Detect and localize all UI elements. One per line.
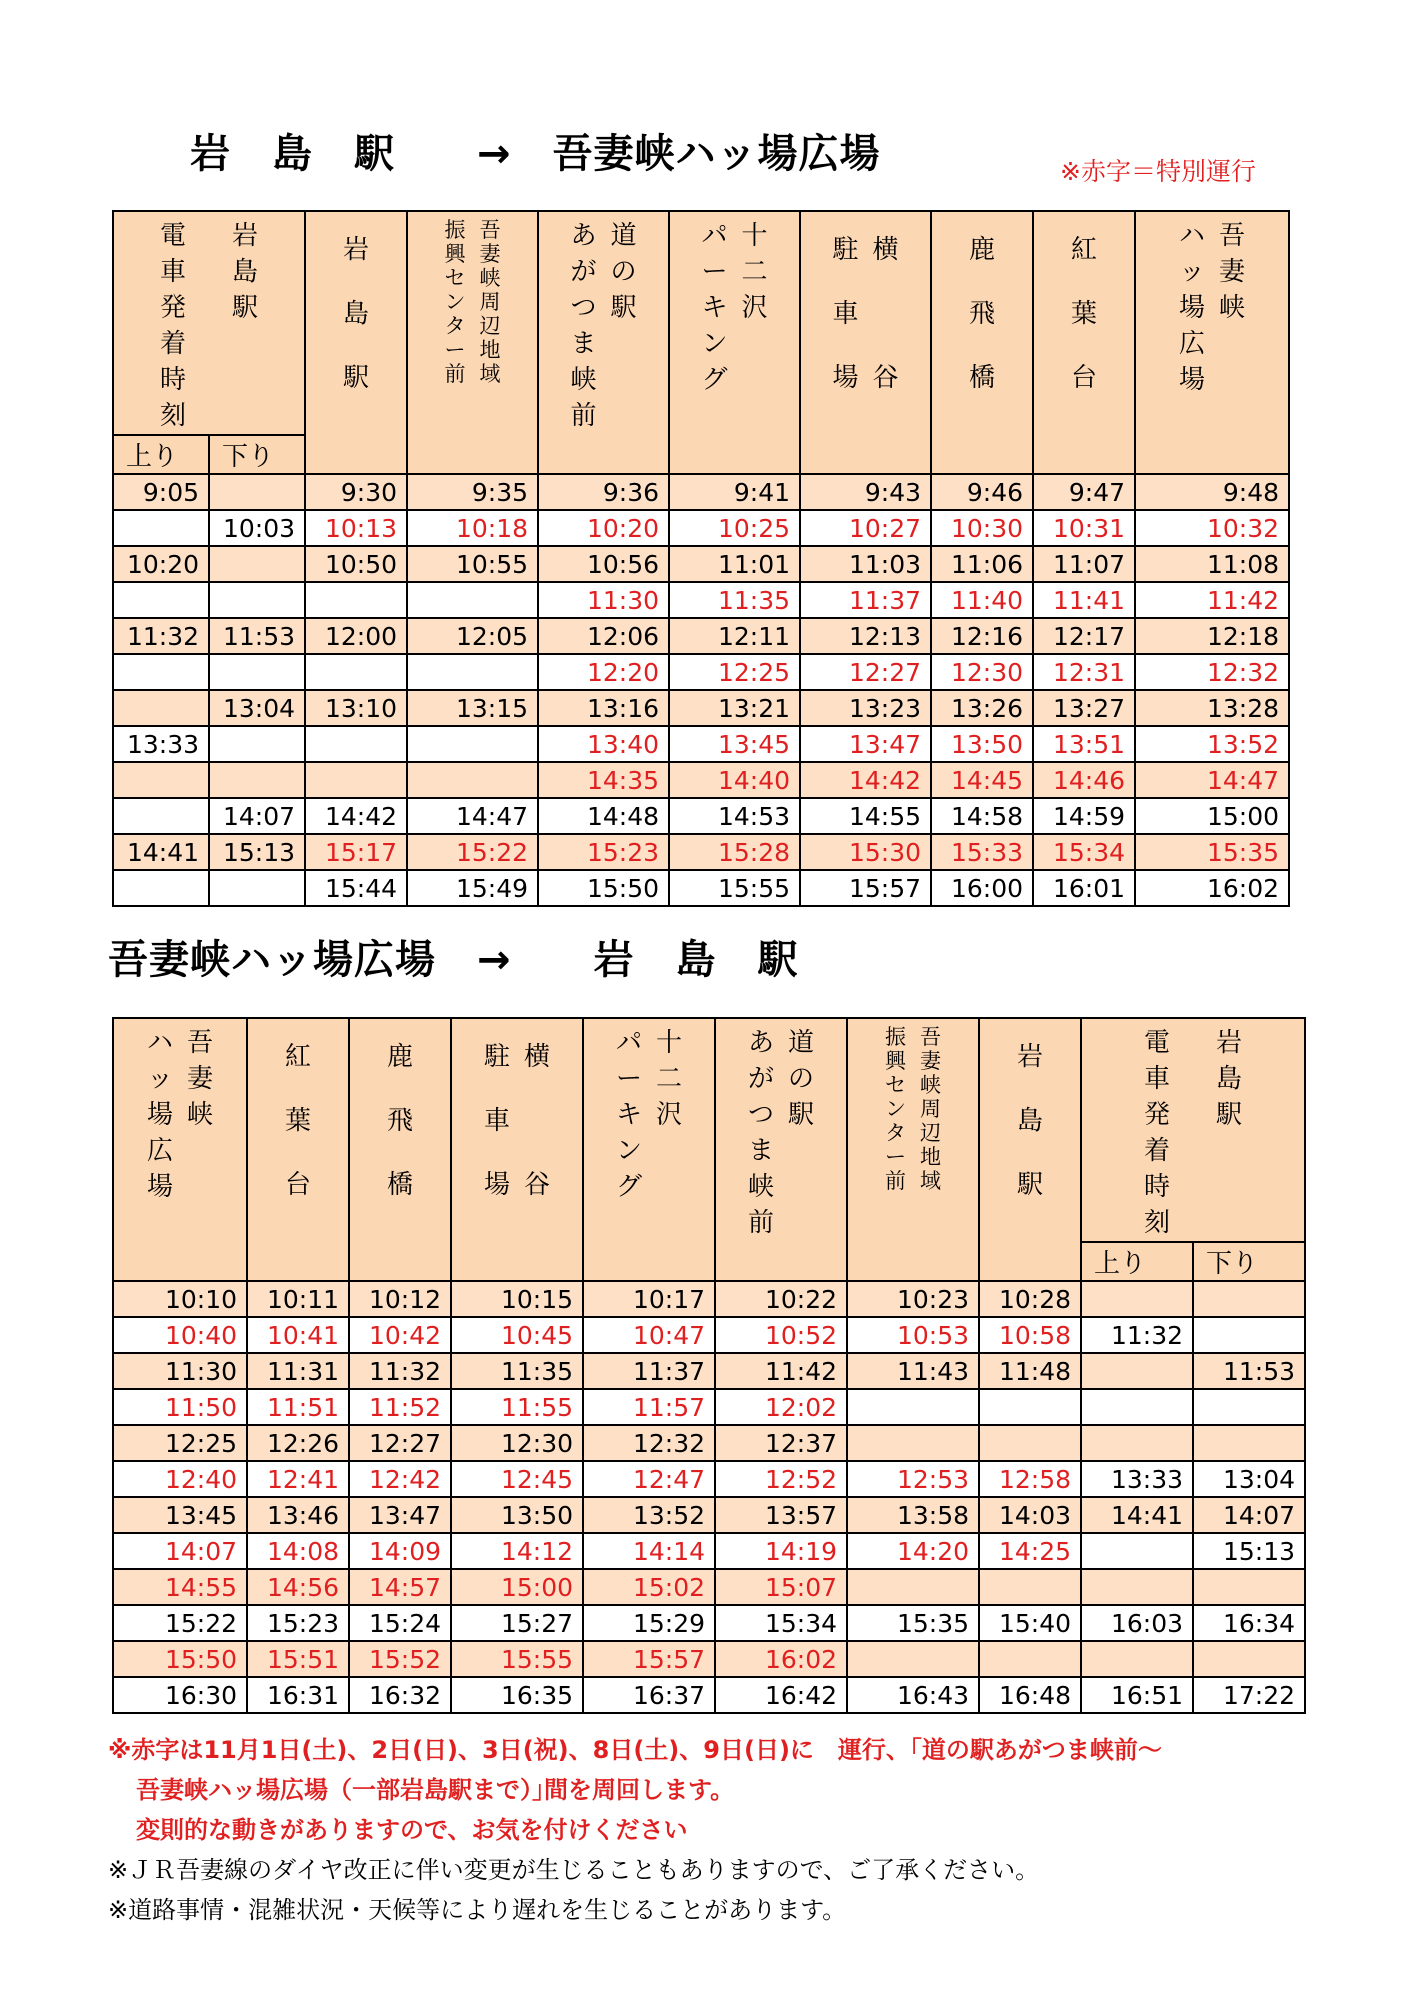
stop-time: 11:31 [247, 1353, 349, 1389]
down-time: 11:53 [1193, 1353, 1305, 1389]
stop-time: 13:45 [113, 1497, 247, 1533]
stop-time: 12:27 [349, 1425, 451, 1461]
up-time [1081, 1569, 1193, 1605]
stop-time: 12:26 [247, 1425, 349, 1461]
stop-time [407, 582, 538, 618]
note-2: ※道路事情・混雑状況・天候等により遅れを生じることがあります。 [108, 1896, 847, 1924]
t1-stop-header-7: 吾 妻 峡 ハ ッ 場 広 場 [1135, 211, 1289, 474]
stop-time: 16:42 [715, 1677, 847, 1713]
stop-time: 11:35 [669, 582, 800, 618]
stop-time: 12:17 [1033, 618, 1135, 654]
stop-time: 12:25 [669, 654, 800, 690]
down-time: 13:04 [1193, 1461, 1305, 1497]
up-time: 11:32 [1081, 1317, 1193, 1353]
stop-time: 13:50 [931, 726, 1033, 762]
stop-time: 10:25 [669, 510, 800, 546]
stop-time: 10:40 [113, 1317, 247, 1353]
up-time: 16:51 [1081, 1677, 1193, 1713]
stop-time: 16:37 [583, 1677, 715, 1713]
stop-time: 10:15 [451, 1281, 583, 1317]
stop-time: 12:13 [800, 618, 931, 654]
down-time [209, 582, 305, 618]
stop-time [407, 726, 538, 762]
stop-time: 14:53 [669, 798, 800, 834]
stop-time: 14:07 [113, 1533, 247, 1569]
stop-time: 11:57 [583, 1389, 715, 1425]
stop-time: 11:55 [451, 1389, 583, 1425]
stop-time: 14:09 [349, 1533, 451, 1569]
t2-train-time-header: 岩 島 駅 電 車 発 着 時 刻 [1081, 1018, 1305, 1242]
stop-time: 13:16 [538, 690, 669, 726]
down-time: 15:13 [209, 834, 305, 870]
stop-time: 14:14 [583, 1533, 715, 1569]
stop-time: 15:00 [1135, 798, 1289, 834]
stop-time: 12:41 [247, 1461, 349, 1497]
stop-time: 9:36 [538, 474, 669, 510]
stop-time: 15:22 [407, 834, 538, 870]
stop-time: 14:20 [847, 1533, 979, 1569]
down-time [209, 726, 305, 762]
stop-time: 16:32 [349, 1677, 451, 1713]
up-time [1081, 1425, 1193, 1461]
down-time [1193, 1317, 1305, 1353]
note-red-3: 変則的な動きがありますので、お気を付けください [136, 1816, 688, 1844]
table-row [113, 1353, 1305, 1389]
stop-time: 13:28 [1135, 690, 1289, 726]
t1-train-time-header: 岩 島 駅 電 車 発 着 時 刻 [113, 211, 305, 435]
up-time: 10:20 [113, 546, 209, 582]
down-time [209, 546, 305, 582]
stop-time: 11:43 [847, 1353, 979, 1389]
down-time [1193, 1389, 1305, 1425]
stop-time: 10:11 [247, 1281, 349, 1317]
stop-time: 15:57 [800, 870, 931, 906]
stop-time: 9:47 [1033, 474, 1135, 510]
stop-time: 15:30 [800, 834, 931, 870]
stop-time [305, 762, 407, 798]
down-time [209, 870, 305, 906]
down-time: 17:22 [1193, 1677, 1305, 1713]
up-time [113, 870, 209, 906]
stop-time: 10:58 [979, 1317, 1081, 1353]
stop-time: 12:32 [583, 1425, 715, 1461]
stop-time: 15:55 [451, 1641, 583, 1677]
stop-time [305, 582, 407, 618]
table-row [113, 870, 1289, 906]
stop-time: 10:50 [305, 546, 407, 582]
stop-time: 15:44 [305, 870, 407, 906]
up-time: 13:33 [113, 726, 209, 762]
table-row [113, 798, 1289, 834]
stop-time: 14:56 [247, 1569, 349, 1605]
stop-time: 13:47 [349, 1497, 451, 1533]
stop-time [847, 1389, 979, 1425]
stop-time: 11:42 [1135, 582, 1289, 618]
stop-time: 12:45 [451, 1461, 583, 1497]
stop-time: 11:37 [800, 582, 931, 618]
t1-stop-header-4: 横 谷 駐 車 場 [800, 211, 931, 474]
down-time [1193, 1425, 1305, 1461]
stop-time: 10:41 [247, 1317, 349, 1353]
down-time: 14:07 [1193, 1497, 1305, 1533]
table-row [113, 1461, 1305, 1497]
stop-time: 11:51 [247, 1389, 349, 1425]
stop-time: 11:35 [451, 1353, 583, 1389]
stop-time: 10:56 [538, 546, 669, 582]
stop-time: 13:47 [800, 726, 931, 762]
up-time: 9:05 [113, 474, 209, 510]
stop-time: 9:35 [407, 474, 538, 510]
up-time [1081, 1641, 1193, 1677]
stop-time: 9:48 [1135, 474, 1289, 510]
t2-stop-header-3: 横 谷 駐 車 場 [451, 1018, 583, 1281]
stop-time: 12:30 [451, 1425, 583, 1461]
t2-stop-header-2: 鹿 飛 橋 [349, 1018, 451, 1281]
stop-time: 15:28 [669, 834, 800, 870]
t1-up-header: 上り [113, 435, 209, 474]
notes [108, 1730, 1162, 1930]
table-row [113, 582, 1289, 618]
up-time [1081, 1533, 1193, 1569]
t1-stop-header-1: 吾 妻 峡 周 辺 地 域 振 興 セ ン タ ー 前 [407, 211, 538, 474]
stop-time: 11:32 [349, 1353, 451, 1389]
stop-time: 15:52 [349, 1641, 451, 1677]
stop-time: 11:52 [349, 1389, 451, 1425]
stop-time: 12:00 [305, 618, 407, 654]
down-time [1193, 1641, 1305, 1677]
stop-time [305, 726, 407, 762]
stop-time: 9:43 [800, 474, 931, 510]
stop-time: 13:15 [407, 690, 538, 726]
stop-time: 13:21 [669, 690, 800, 726]
stop-time: 14:55 [113, 1569, 247, 1605]
table-row [113, 1425, 1305, 1461]
stop-time: 16:30 [113, 1677, 247, 1713]
table-row [113, 1569, 1305, 1605]
down-time [1193, 1569, 1305, 1605]
stop-time: 10:13 [305, 510, 407, 546]
stop-time: 10:42 [349, 1317, 451, 1353]
stop-time: 13:23 [800, 690, 931, 726]
timetable-agatsuma-to-iwashima [112, 1017, 1306, 1714]
t1-stop-header-5: 鹿 飛 橋 [931, 211, 1033, 474]
stop-time: 14:55 [800, 798, 931, 834]
stop-time: 14:48 [538, 798, 669, 834]
stop-time: 15:17 [305, 834, 407, 870]
stop-time: 10:47 [583, 1317, 715, 1353]
stop-time [407, 654, 538, 690]
stop-time: 14:42 [800, 762, 931, 798]
stop-time: 11:48 [979, 1353, 1081, 1389]
stop-time: 12:37 [715, 1425, 847, 1461]
note-1: ※ＪＲ吾妻線のダイヤ改正に伴い変更が生じることもありますので、ご了承ください。 [108, 1856, 1040, 1884]
stop-time: 15:55 [669, 870, 800, 906]
table2-title: 吾妻峡ハッ場広場 → 岩 島 駅 [108, 937, 799, 983]
stop-time: 11:30 [113, 1353, 247, 1389]
table-row [113, 1317, 1305, 1353]
stop-time: 11:37 [583, 1353, 715, 1389]
stop-time: 12:05 [407, 618, 538, 654]
stop-time: 13:58 [847, 1497, 979, 1533]
stop-time: 12:16 [931, 618, 1033, 654]
stop-time: 14:08 [247, 1533, 349, 1569]
stop-time: 10:17 [583, 1281, 715, 1317]
up-time: 13:33 [1081, 1461, 1193, 1497]
stop-time: 14:58 [931, 798, 1033, 834]
up-time [1081, 1281, 1193, 1317]
legend-note: ※赤字＝特別運行 [1060, 157, 1256, 186]
t2-stop-header-5: 道 の 駅 あ が つ ま 峡 前 [715, 1018, 847, 1281]
table-row [113, 1497, 1305, 1533]
stop-time: 15:23 [538, 834, 669, 870]
stop-time: 13:46 [247, 1497, 349, 1533]
stop-time: 11:42 [715, 1353, 847, 1389]
stop-time: 12:18 [1135, 618, 1289, 654]
stop-time: 12:53 [847, 1461, 979, 1497]
stop-time: 15:23 [247, 1605, 349, 1641]
table-row [113, 618, 1289, 654]
stop-time: 15:35 [847, 1605, 979, 1641]
stop-time: 10:20 [538, 510, 669, 546]
stop-time [979, 1641, 1081, 1677]
stop-time: 15:33 [931, 834, 1033, 870]
stop-time: 14:12 [451, 1533, 583, 1569]
stop-time: 15:57 [583, 1641, 715, 1677]
up-time [113, 582, 209, 618]
stop-time: 15:27 [451, 1605, 583, 1641]
stop-time: 12:20 [538, 654, 669, 690]
stop-time [407, 762, 538, 798]
stop-time: 11:40 [931, 582, 1033, 618]
table-row [113, 510, 1289, 546]
table-row [113, 1641, 1305, 1677]
stop-time: 12:30 [931, 654, 1033, 690]
stop-time: 10:12 [349, 1281, 451, 1317]
stop-time: 11:07 [1033, 546, 1135, 582]
stop-time: 12:52 [715, 1461, 847, 1497]
table-row [113, 834, 1289, 870]
stop-time: 14:47 [1135, 762, 1289, 798]
stop-time: 14:57 [349, 1569, 451, 1605]
stop-time: 14:46 [1033, 762, 1135, 798]
down-time: 16:34 [1193, 1605, 1305, 1641]
stop-time: 10:55 [407, 546, 538, 582]
stop-time: 10:32 [1135, 510, 1289, 546]
stop-time: 12:32 [1135, 654, 1289, 690]
stop-time: 15:50 [113, 1641, 247, 1677]
down-time [1193, 1281, 1305, 1317]
stop-time: 15:07 [715, 1569, 847, 1605]
table-row [113, 654, 1289, 690]
table-row [113, 762, 1289, 798]
stop-time: 10:53 [847, 1317, 979, 1353]
up-time: 11:32 [113, 618, 209, 654]
stop-time: 16:35 [451, 1677, 583, 1713]
t2-down-header: 下り [1193, 1242, 1305, 1281]
stop-time: 11:08 [1135, 546, 1289, 582]
table-row [113, 1677, 1305, 1713]
stop-time: 10:27 [800, 510, 931, 546]
up-time [113, 510, 209, 546]
stop-time: 15:49 [407, 870, 538, 906]
t2-up-header: 上り [1081, 1242, 1193, 1281]
table-row [113, 1533, 1305, 1569]
stop-time [979, 1569, 1081, 1605]
stop-time: 14:47 [407, 798, 538, 834]
stop-time: 10:31 [1033, 510, 1135, 546]
t1-stop-header-3: 十 二 沢 パ ー キ ン グ [669, 211, 800, 474]
up-time [113, 762, 209, 798]
stop-time: 16:43 [847, 1677, 979, 1713]
stop-time: 15:40 [979, 1605, 1081, 1641]
stop-time: 15:34 [1033, 834, 1135, 870]
up-time [113, 654, 209, 690]
stop-time: 10:23 [847, 1281, 979, 1317]
table-row [113, 726, 1289, 762]
up-time [1081, 1389, 1193, 1425]
stop-time: 16:02 [1135, 870, 1289, 906]
down-time [209, 654, 305, 690]
up-time [113, 690, 209, 726]
down-time [209, 762, 305, 798]
stop-time: 16:48 [979, 1677, 1081, 1713]
table-row [113, 690, 1289, 726]
stop-time: 11:06 [931, 546, 1033, 582]
stop-time: 12:40 [113, 1461, 247, 1497]
timetable-iwashima-to-agatsuma [112, 210, 1290, 907]
stop-time: 14:35 [538, 762, 669, 798]
stop-time: 12:42 [349, 1461, 451, 1497]
t1-stop-header-2: 道 の 駅 あ が つ ま 峡 前 [538, 211, 669, 474]
down-time: 15:13 [1193, 1533, 1305, 1569]
stop-time: 14:59 [1033, 798, 1135, 834]
t2-stop-header-0: 吾 妻 峡 ハ ッ 場 広 場 [113, 1018, 247, 1281]
stop-time: 11:41 [1033, 582, 1135, 618]
stop-time [847, 1425, 979, 1461]
stop-time: 13:52 [583, 1497, 715, 1533]
stop-time: 9:30 [305, 474, 407, 510]
up-time: 14:41 [113, 834, 209, 870]
stop-time: 15:24 [349, 1605, 451, 1641]
up-time [113, 798, 209, 834]
stop-time: 9:46 [931, 474, 1033, 510]
stop-time: 11:01 [669, 546, 800, 582]
t2-stop-header-1: 紅 葉 台 [247, 1018, 349, 1281]
stop-time: 14:40 [669, 762, 800, 798]
stop-time: 12:25 [113, 1425, 247, 1461]
stop-time [305, 654, 407, 690]
table-row [113, 546, 1289, 582]
stop-time: 12:02 [715, 1389, 847, 1425]
stop-time: 12:31 [1033, 654, 1135, 690]
stop-time: 13:45 [669, 726, 800, 762]
stop-time: 15:22 [113, 1605, 247, 1641]
table1-title: 岩 島 駅 → 吾妻峡ハッ場広場 [190, 131, 881, 177]
table-row [113, 1389, 1305, 1425]
stop-time: 11:30 [538, 582, 669, 618]
stop-time: 15:02 [583, 1569, 715, 1605]
stop-time: 13:50 [451, 1497, 583, 1533]
down-time: 11:53 [209, 618, 305, 654]
stop-time: 12:11 [669, 618, 800, 654]
note-red-1: ※赤字は11月1日(土)、2日(日)、3日(祝)、8日(土)、9日(日)に 運行、｢道の駅あがつま峡前～ [108, 1736, 1162, 1764]
stop-time: 15:35 [1135, 834, 1289, 870]
table-row [113, 1281, 1305, 1317]
stop-time [979, 1425, 1081, 1461]
stop-time: 10:45 [451, 1317, 583, 1353]
stop-time: 15:34 [715, 1605, 847, 1641]
table-row [113, 1605, 1305, 1641]
stop-time: 13:57 [715, 1497, 847, 1533]
stop-time [847, 1569, 979, 1605]
stop-time: 10:30 [931, 510, 1033, 546]
stop-time: 14:25 [979, 1533, 1081, 1569]
t1-down-header: 下り [209, 435, 305, 474]
stop-time: 14:45 [931, 762, 1033, 798]
stop-time: 16:02 [715, 1641, 847, 1677]
t2-stop-header-7: 岩 島 駅 [979, 1018, 1081, 1281]
note-red-2: 吾妻峡ハッ場広場（一部岩島駅まで）｣間を周回します。 [136, 1776, 735, 1804]
stop-time: 13:27 [1033, 690, 1135, 726]
stop-time: 16:01 [1033, 870, 1135, 906]
stop-time: 10:22 [715, 1281, 847, 1317]
stop-time: 13:26 [931, 690, 1033, 726]
stop-time [979, 1389, 1081, 1425]
t1-stop-header-6: 紅 葉 台 [1033, 211, 1135, 474]
stop-time [847, 1641, 979, 1677]
stop-time: 13:52 [1135, 726, 1289, 762]
stop-time: 9:41 [669, 474, 800, 510]
stop-time: 11:03 [800, 546, 931, 582]
stop-time: 11:50 [113, 1389, 247, 1425]
down-time: 14:07 [209, 798, 305, 834]
stop-time: 10:10 [113, 1281, 247, 1317]
down-time: 13:04 [209, 690, 305, 726]
up-time: 16:03 [1081, 1605, 1193, 1641]
stop-time: 13:40 [538, 726, 669, 762]
down-time [209, 474, 305, 510]
stop-time: 13:10 [305, 690, 407, 726]
stop-time: 15:51 [247, 1641, 349, 1677]
stop-time: 15:29 [583, 1605, 715, 1641]
stop-time: 16:00 [931, 870, 1033, 906]
up-time [1081, 1353, 1193, 1389]
stop-time: 14:42 [305, 798, 407, 834]
stop-time: 14:19 [715, 1533, 847, 1569]
stop-time: 12:27 [800, 654, 931, 690]
stop-time: 15:00 [451, 1569, 583, 1605]
down-time: 10:03 [209, 510, 305, 546]
up-time: 14:41 [1081, 1497, 1193, 1533]
table-row [113, 474, 1289, 510]
stop-time: 15:50 [538, 870, 669, 906]
t2-stop-header-4: 十 二 沢 パ ー キ ン グ [583, 1018, 715, 1281]
stop-time: 16:31 [247, 1677, 349, 1713]
stop-time: 10:52 [715, 1317, 847, 1353]
t1-stop-header-0: 岩 島 駅 [305, 211, 407, 474]
stop-time: 12:47 [583, 1461, 715, 1497]
stop-time: 12:58 [979, 1461, 1081, 1497]
stop-time: 14:03 [979, 1497, 1081, 1533]
stop-time: 12:06 [538, 618, 669, 654]
stop-time: 13:51 [1033, 726, 1135, 762]
stop-time: 10:28 [979, 1281, 1081, 1317]
stop-time: 10:18 [407, 510, 538, 546]
t2-stop-header-6: 吾 妻 峡 周 辺 地 域 振 興 セ ン タ ー 前 [847, 1018, 979, 1281]
